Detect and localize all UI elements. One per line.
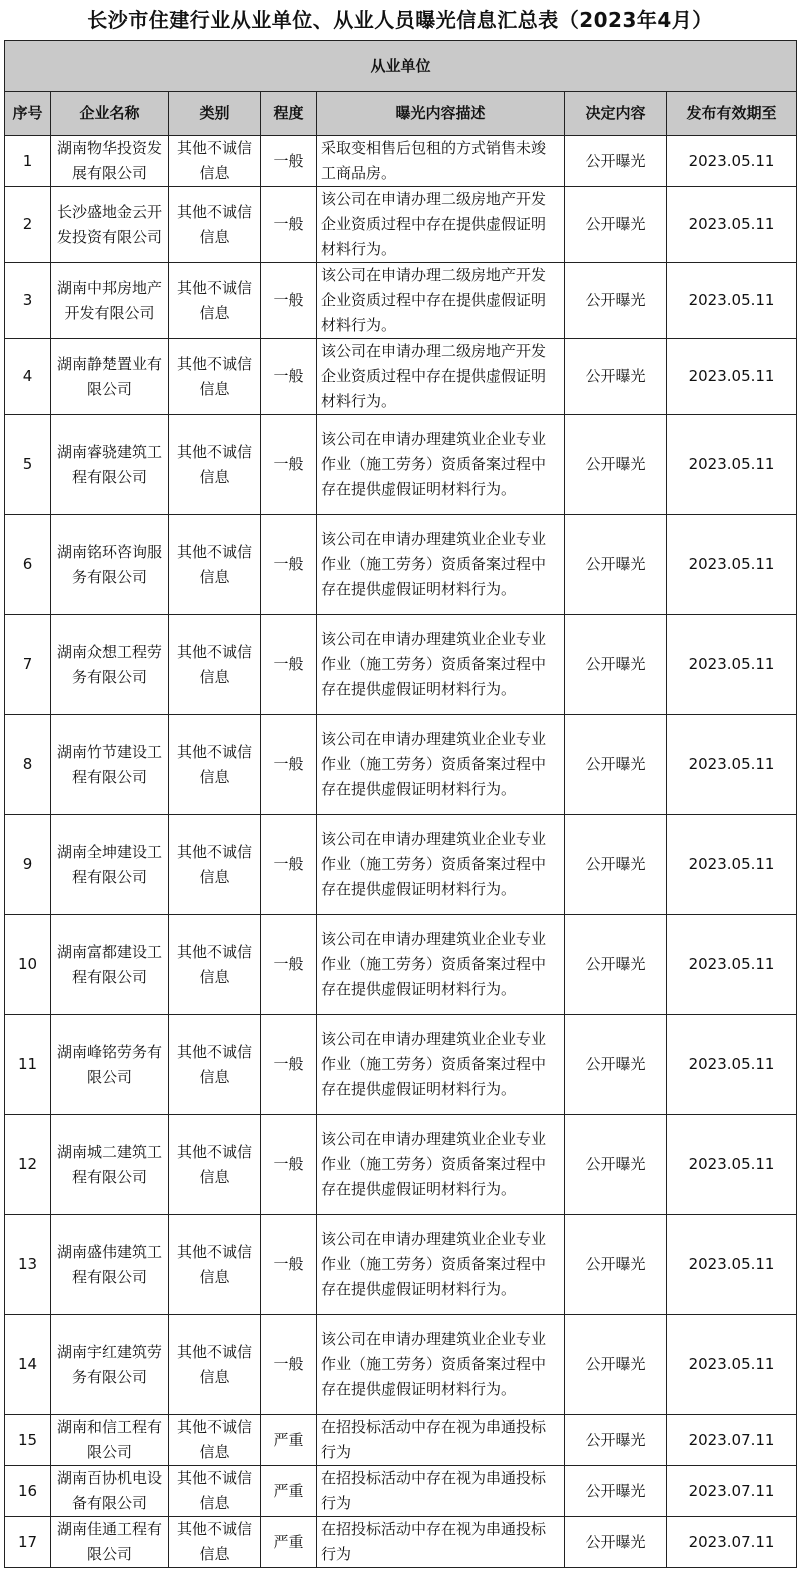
- cell-no: 16: [5, 1466, 51, 1517]
- cell-valid-until: 2023.05.11: [667, 1215, 797, 1315]
- table-row: [5, 415, 797, 515]
- cell-decision: 公开曝光: [565, 1517, 667, 1568]
- column-header-company: 企业名称: [51, 92, 169, 136]
- cell-no: 4: [5, 339, 51, 415]
- column-header-category: 类别: [169, 92, 261, 136]
- cell-valid-until: 2023.05.11: [667, 1315, 797, 1415]
- cell-degree: 一般: [261, 187, 317, 263]
- cell-decision: 公开曝光: [565, 136, 667, 187]
- cell-category: 其他不诚信信息: [169, 1415, 261, 1466]
- column-header-valid-until: 发布有效期至: [667, 92, 797, 136]
- cell-company: 湖南富都建设工程有限公司: [51, 915, 169, 1015]
- cell-decision: 公开曝光: [565, 1015, 667, 1115]
- cell-description: 该公司在申请办理建筑业企业专业作业（施工劳务）资质备案过程中存在提供虚假证明材料行为。: [317, 1315, 565, 1415]
- cell-category: 其他不诚信信息: [169, 515, 261, 615]
- cell-company: 湖南盛伟建筑工程有限公司: [51, 1215, 169, 1315]
- cell-decision: 公开曝光: [565, 915, 667, 1015]
- cell-valid-until: 2023.07.11: [667, 1415, 797, 1466]
- cell-decision: 公开曝光: [565, 1215, 667, 1315]
- cell-no: 12: [5, 1115, 51, 1215]
- table-row: [5, 715, 797, 815]
- cell-valid-until: 2023.05.11: [667, 615, 797, 715]
- cell-degree: 一般: [261, 715, 317, 815]
- cell-degree: 严重: [261, 1415, 317, 1466]
- cell-category: 其他不诚信信息: [169, 1215, 261, 1315]
- cell-decision: 公开曝光: [565, 1466, 667, 1517]
- cell-category: 其他不诚信信息: [169, 415, 261, 515]
- cell-description: 该公司在申请办理建筑业企业专业作业（施工劳务）资质备案过程中存在提供虚假证明材料行为。: [317, 1115, 565, 1215]
- cell-category: 其他不诚信信息: [169, 1466, 261, 1517]
- cell-description: 该公司在申请办理建筑业企业专业作业（施工劳务）资质备案过程中存在提供虚假证明材料行为。: [317, 915, 565, 1015]
- cell-decision: 公开曝光: [565, 1415, 667, 1466]
- table-row: [5, 1517, 797, 1568]
- cell-company: 湖南竹节建设工程有限公司: [51, 715, 169, 815]
- cell-company: 湖南宇红建筑劳务有限公司: [51, 1315, 169, 1415]
- table-row: [5, 1315, 797, 1415]
- table-row: [5, 187, 797, 263]
- column-header-decision: 决定内容: [565, 92, 667, 136]
- cell-valid-until: 2023.05.11: [667, 1115, 797, 1215]
- cell-description: 该公司在申请办理建筑业企业专业作业（施工劳务）资质备案过程中存在提供虚假证明材料行为。: [317, 615, 565, 715]
- cell-degree: 一般: [261, 515, 317, 615]
- cell-description: 该公司在申请办理建筑业企业专业作业（施工劳务）资质备案过程中存在提供虚假证明材料行为。: [317, 1215, 565, 1315]
- cell-description: 采取变相售后包租的方式销售未竣工商品房。: [317, 136, 565, 187]
- cell-decision: 公开曝光: [565, 715, 667, 815]
- cell-valid-until: 2023.05.11: [667, 715, 797, 815]
- cell-degree: 一般: [261, 415, 317, 515]
- cell-category: 其他不诚信信息: [169, 615, 261, 715]
- cell-category: 其他不诚信信息: [169, 1115, 261, 1215]
- table-row: [5, 136, 797, 187]
- table-row: [5, 263, 797, 339]
- cell-category: 其他不诚信信息: [169, 263, 261, 339]
- column-header-degree: 程度: [261, 92, 317, 136]
- table-row: [5, 915, 797, 1015]
- cell-description: 在招投标活动中存在视为串通投标行为: [317, 1517, 565, 1568]
- table-row: [5, 615, 797, 715]
- cell-company: 湖南睿骁建筑工程有限公司: [51, 415, 169, 515]
- cell-decision: 公开曝光: [565, 615, 667, 715]
- cell-degree: 一般: [261, 815, 317, 915]
- cell-description: 该公司在申请办理建筑业企业专业作业（施工劳务）资质备案过程中存在提供虚假证明材料行为。: [317, 515, 565, 615]
- cell-category: 其他不诚信信息: [169, 915, 261, 1015]
- cell-valid-until: 2023.05.11: [667, 815, 797, 915]
- cell-company: 湖南佳通工程有限公司: [51, 1517, 169, 1568]
- cell-decision: 公开曝光: [565, 339, 667, 415]
- cell-decision: 公开曝光: [565, 263, 667, 339]
- cell-description: 该公司在申请办理建筑业企业专业作业（施工劳务）资质备案过程中存在提供虚假证明材料行为。: [317, 715, 565, 815]
- cell-description: 该公司在申请办理二级房地产开发企业资质过程中存在提供虚假证明材料行为。: [317, 339, 565, 415]
- table-row: [5, 1015, 797, 1115]
- cell-company: 长沙盛地金云开发投资有限公司: [51, 187, 169, 263]
- table-row: [5, 1466, 797, 1517]
- cell-valid-until: 2023.07.11: [667, 1517, 797, 1568]
- cell-description: 该公司在申请办理建筑业企业专业作业（施工劳务）资质备案过程中存在提供虚假证明材料行为。: [317, 415, 565, 515]
- table-row: [5, 515, 797, 615]
- page-title: 长沙市住建行业从业单位、从业人员曝光信息汇总表（2023年4月）: [87, 8, 713, 32]
- cell-valid-until: 2023.07.11: [667, 1466, 797, 1517]
- cell-category: 其他不诚信信息: [169, 187, 261, 263]
- table-row: [5, 1115, 797, 1215]
- cell-degree: 一般: [261, 915, 317, 1015]
- cell-valid-until: 2023.05.11: [667, 136, 797, 187]
- cell-valid-until: 2023.05.11: [667, 1015, 797, 1115]
- cell-company: 湖南中邦房地产开发有限公司: [51, 263, 169, 339]
- cell-no: 8: [5, 715, 51, 815]
- cell-degree: 一般: [261, 1315, 317, 1415]
- cell-no: 1: [5, 136, 51, 187]
- table-row: [5, 1415, 797, 1466]
- cell-no: 5: [5, 415, 51, 515]
- cell-company: 湖南和信工程有限公司: [51, 1415, 169, 1466]
- cell-category: 其他不诚信信息: [169, 339, 261, 415]
- cell-valid-until: 2023.05.11: [667, 263, 797, 339]
- cell-category: 其他不诚信信息: [169, 136, 261, 187]
- cell-degree: 一般: [261, 615, 317, 715]
- cell-category: 其他不诚信信息: [169, 1315, 261, 1415]
- cell-description: 在招投标活动中存在视为串通投标行为: [317, 1466, 565, 1517]
- cell-company: 湖南铭环咨询服务有限公司: [51, 515, 169, 615]
- cell-degree: 一般: [261, 1115, 317, 1215]
- cell-degree: 一般: [261, 1215, 317, 1315]
- cell-description: 该公司在申请办理二级房地产开发企业资质过程中存在提供虚假证明材料行为。: [317, 263, 565, 339]
- cell-company: 湖南众想工程劳务有限公司: [51, 615, 169, 715]
- cell-no: 3: [5, 263, 51, 339]
- cell-company: 湖南百协机电设备有限公司: [51, 1466, 169, 1517]
- column-header-no: 序号: [5, 92, 51, 136]
- cell-no: 2: [5, 187, 51, 263]
- cell-category: 其他不诚信信息: [169, 815, 261, 915]
- exposure-table: [4, 40, 797, 1568]
- table-row: [5, 339, 797, 415]
- cell-no: 15: [5, 1415, 51, 1466]
- cell-decision: 公开曝光: [565, 515, 667, 615]
- cell-valid-until: 2023.05.11: [667, 339, 797, 415]
- cell-degree: 一般: [261, 136, 317, 187]
- cell-degree: 一般: [261, 1015, 317, 1115]
- cell-degree: 严重: [261, 1466, 317, 1517]
- cell-category: 其他不诚信信息: [169, 1517, 261, 1568]
- cell-description: 该公司在申请办理二级房地产开发企业资质过程中存在提供虚假证明材料行为。: [317, 187, 565, 263]
- cell-decision: 公开曝光: [565, 1315, 667, 1415]
- table-body: [5, 136, 797, 1568]
- cell-no: 17: [5, 1517, 51, 1568]
- table-row: [5, 815, 797, 915]
- cell-decision: 公开曝光: [565, 815, 667, 915]
- column-header-description: 曝光内容描述: [317, 92, 565, 136]
- cell-description: 该公司在申请办理建筑业企业专业作业（施工劳务）资质备案过程中存在提供虚假证明材料行为。: [317, 1015, 565, 1115]
- cell-no: 9: [5, 815, 51, 915]
- cell-category: 其他不诚信信息: [169, 1015, 261, 1115]
- cell-degree: 一般: [261, 263, 317, 339]
- table-row: [5, 1215, 797, 1315]
- section-header: 从业单位: [5, 41, 797, 92]
- cell-degree: 严重: [261, 1517, 317, 1568]
- cell-valid-until: 2023.05.11: [667, 187, 797, 263]
- cell-company: 湖南静楚置业有限公司: [51, 339, 169, 415]
- cell-description: 在招投标活动中存在视为串通投标行为: [317, 1415, 565, 1466]
- cell-company: 湖南城二建筑工程有限公司: [51, 1115, 169, 1215]
- cell-valid-until: 2023.05.11: [667, 515, 797, 615]
- cell-no: 11: [5, 1015, 51, 1115]
- cell-description: 该公司在申请办理建筑业企业专业作业（施工劳务）资质备案过程中存在提供虚假证明材料行为。: [317, 815, 565, 915]
- cell-company: 湖南物华投资发展有限公司: [51, 136, 169, 187]
- cell-decision: 公开曝光: [565, 415, 667, 515]
- cell-decision: 公开曝光: [565, 187, 667, 263]
- cell-no: 7: [5, 615, 51, 715]
- cell-no: 6: [5, 515, 51, 615]
- cell-company: 湖南全坤建设工程有限公司: [51, 815, 169, 915]
- cell-no: 14: [5, 1315, 51, 1415]
- cell-valid-until: 2023.05.11: [667, 915, 797, 1015]
- cell-decision: 公开曝光: [565, 1115, 667, 1215]
- cell-valid-until: 2023.05.11: [667, 415, 797, 515]
- cell-category: 其他不诚信信息: [169, 715, 261, 815]
- cell-company: 湖南峰铭劳务有限公司: [51, 1015, 169, 1115]
- cell-degree: 一般: [261, 339, 317, 415]
- cell-no: 10: [5, 915, 51, 1015]
- cell-no: 13: [5, 1215, 51, 1315]
